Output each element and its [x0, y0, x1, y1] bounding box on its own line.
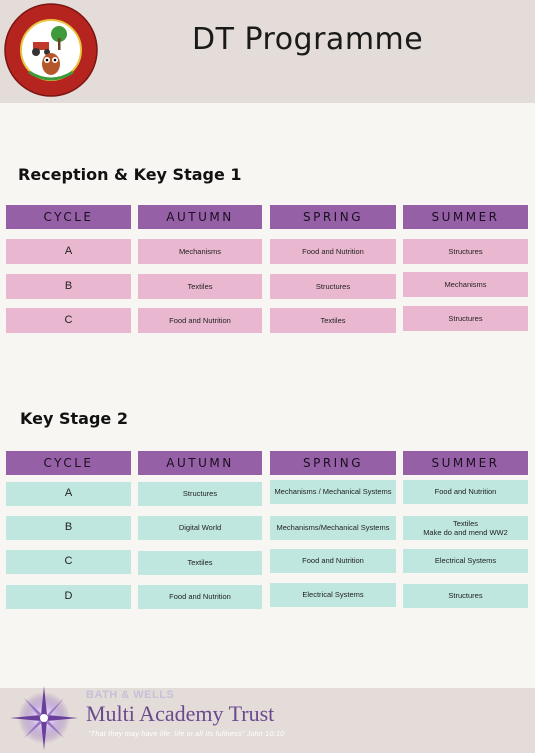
- ks2-header-cycle: CYCLE: [6, 451, 131, 475]
- ks2-cycle-cell: C: [6, 550, 131, 574]
- trust-quote: "That they may have life, life in all its fullness" John 10:10: [88, 731, 285, 738]
- ks2-cell: Structures: [138, 482, 262, 506]
- ks2-cycle-cell: A: [6, 482, 131, 506]
- ks2-cycle-cell: B: [6, 516, 131, 540]
- ks2-cell: Structures: [403, 584, 528, 608]
- ks2-cell: Textiles: [138, 551, 262, 575]
- ks1-cell: Textiles: [138, 274, 262, 299]
- ks2-cell: Food and Nutrition: [138, 585, 262, 609]
- ks1-cell: Food and Nutrition: [270, 239, 396, 264]
- trust-name-small: BATH & WELLS: [86, 689, 175, 701]
- ks2-cell: Food and Nutrition: [403, 480, 528, 504]
- ks1-cell: Structures: [403, 239, 528, 264]
- ks2-cell: Mechanisms / Mechanical Systems: [270, 480, 396, 504]
- ks1-cell: Mechanisms: [403, 272, 528, 297]
- trust-name-large: Multi Academy Trust: [86, 701, 275, 726]
- ks1-header-spring: SPRING: [270, 205, 396, 229]
- ks2-cell: Food and Nutrition: [270, 549, 396, 573]
- ks1-cycle-cell: A: [6, 239, 131, 264]
- ks2-cell: Digital World: [138, 516, 262, 540]
- ks2-section-title: Key Stage 2: [20, 409, 128, 428]
- ks1-cycle-cell: C: [6, 308, 131, 333]
- ks1-cell: Structures: [403, 306, 528, 331]
- ks1-header-cycle: CYCLE: [6, 205, 131, 229]
- ks1-header-autumn: AUTUMN: [138, 205, 262, 229]
- ks1-cycle-cell: B: [6, 274, 131, 299]
- page-title: DT Programme: [192, 22, 424, 57]
- ks2-header-spring: SPRING: [270, 451, 396, 475]
- ks1-cell: Textiles: [270, 308, 396, 333]
- ks2-cell: Textiles Make do and mend WW2: [403, 516, 528, 540]
- ks2-cell: Electrical Systems: [270, 583, 396, 607]
- ks2-cycle-cell: D: [6, 585, 131, 609]
- ks1-cell: Structures: [270, 274, 396, 299]
- school-logo-icon: [3, 2, 99, 98]
- ks2-header-summer: SUMMER: [403, 451, 528, 475]
- ks2-header-autumn: AUTUMN: [138, 451, 262, 475]
- ks2-cell: Mechanisms/Mechanical Systems: [270, 516, 396, 540]
- ks1-cell: Mechanisms: [138, 239, 262, 264]
- ks1-header-summer: SUMMER: [403, 205, 528, 229]
- ks1-cell: Food and Nutrition: [138, 308, 262, 333]
- page-header: [0, 0, 535, 103]
- ks2-cell: Electrical Systems: [403, 549, 528, 573]
- ks1-section-title: Reception & Key Stage 1: [18, 165, 242, 184]
- star-logo-icon: [8, 684, 80, 752]
